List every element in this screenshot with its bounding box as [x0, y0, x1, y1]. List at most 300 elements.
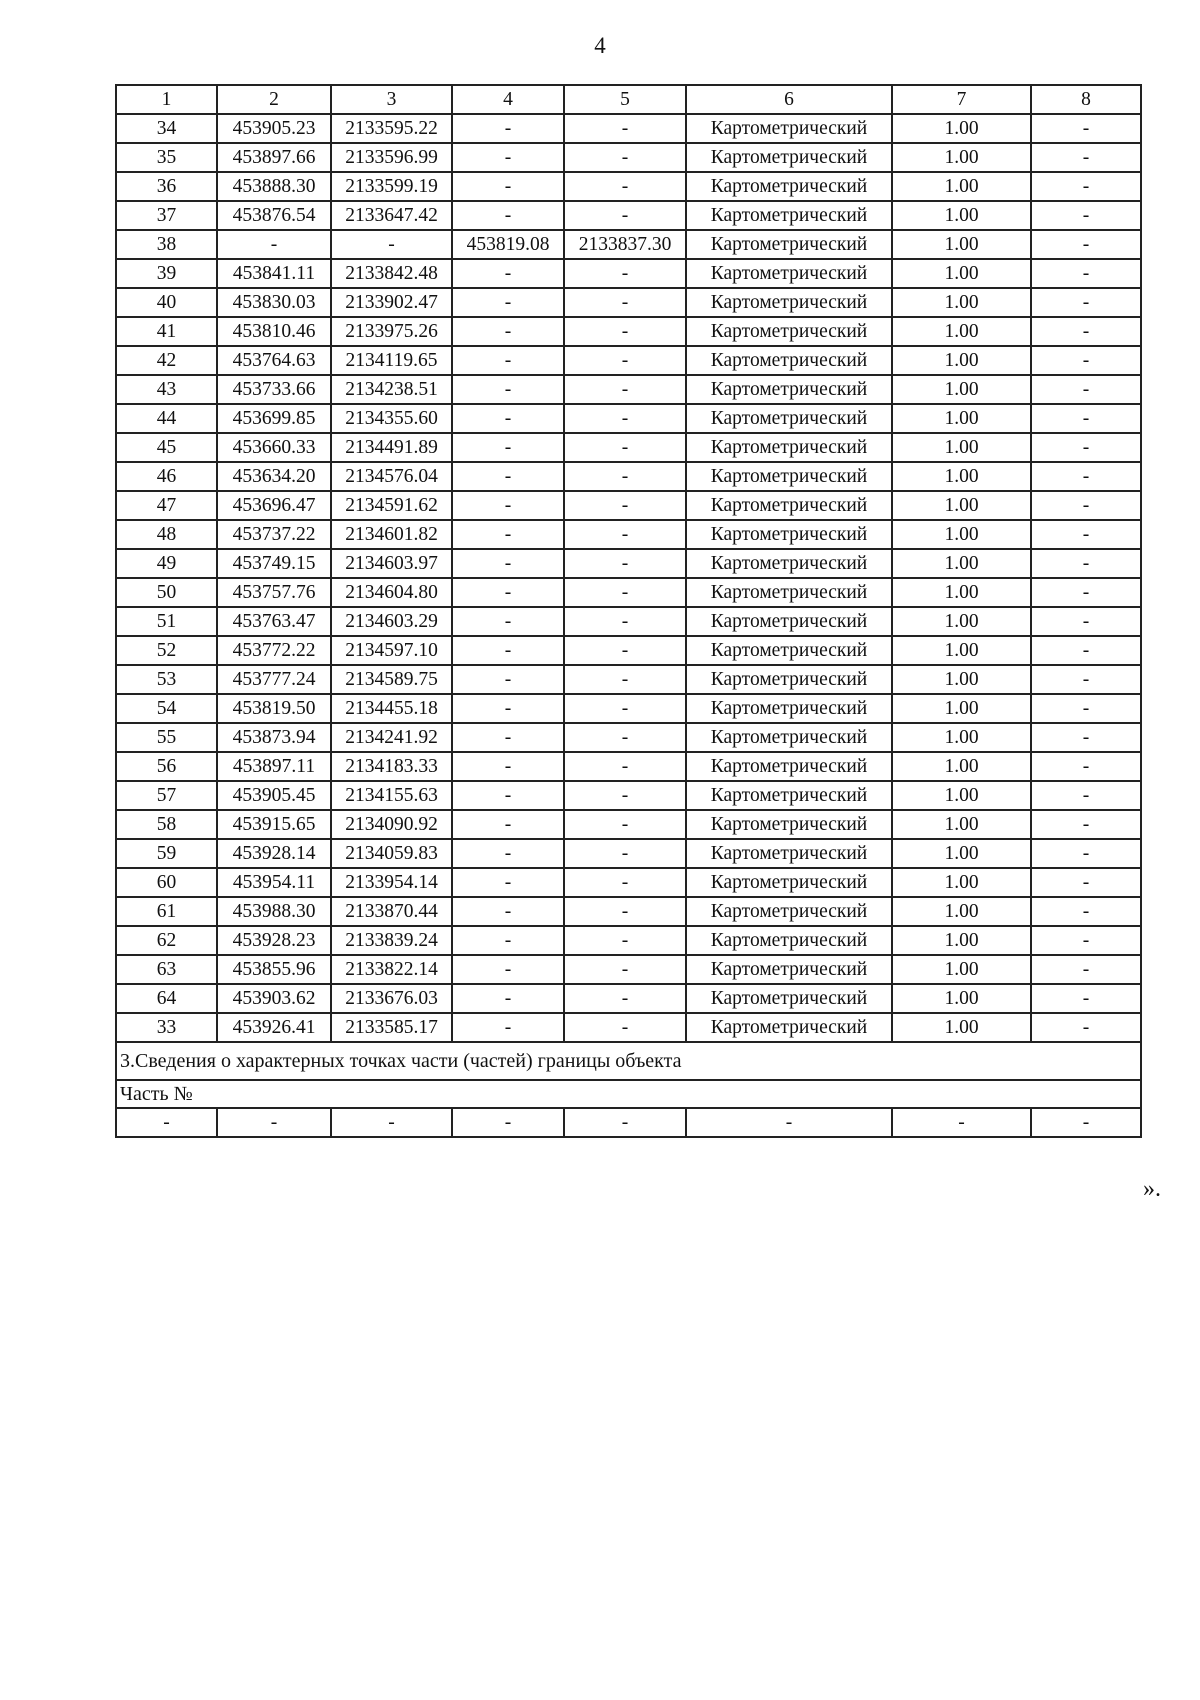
table-cell: 1.00: [892, 259, 1031, 288]
table-cell: 1.00: [892, 404, 1031, 433]
part-cell: -: [892, 1108, 1031, 1137]
table-cell: 1.00: [892, 549, 1031, 578]
table-cell: 41: [116, 317, 217, 346]
table-cell: 1.00: [892, 433, 1031, 462]
table-cell: Картометрический: [686, 317, 892, 346]
table-cell: 1.00: [892, 172, 1031, 201]
table-row: [116, 955, 1141, 984]
table-cell: 1.00: [892, 491, 1031, 520]
table-cell: -: [564, 984, 686, 1013]
table-cell: -: [564, 549, 686, 578]
part-label-row: [116, 1080, 1141, 1108]
table-cell: 2133954.14: [331, 868, 452, 897]
table-cell: -: [564, 723, 686, 752]
table-cell: -: [564, 143, 686, 172]
table-cell: -: [1031, 346, 1141, 375]
table-cell: Картометрический: [686, 955, 892, 984]
table-cell: 63: [116, 955, 217, 984]
table-cell: 453660.33: [217, 433, 331, 462]
table-cell: Картометрический: [686, 259, 892, 288]
table-cell: 1.00: [892, 897, 1031, 926]
table-cell: -: [452, 143, 564, 172]
table-cell: Картометрический: [686, 607, 892, 636]
table-cell: -: [564, 752, 686, 781]
table-cell: -: [1031, 404, 1141, 433]
table-cell: 453926.41: [217, 1013, 331, 1042]
table-cell: -: [564, 781, 686, 810]
table-row: [116, 404, 1141, 433]
table-cell: -: [452, 346, 564, 375]
table-cell: 453737.22: [217, 520, 331, 549]
table-cell: 57: [116, 781, 217, 810]
table-cell: 1.00: [892, 868, 1031, 897]
table-cell: Картометрический: [686, 346, 892, 375]
table-cell: 37: [116, 201, 217, 230]
table-cell: -: [452, 984, 564, 1013]
table-cell: 53: [116, 665, 217, 694]
table-cell: Картометрический: [686, 462, 892, 491]
table-cell: 1.00: [892, 839, 1031, 868]
table-row: [116, 868, 1141, 897]
table-cell: Картометрический: [686, 839, 892, 868]
table-cell: 58: [116, 810, 217, 839]
table-row: [116, 984, 1141, 1013]
table-row: [116, 375, 1141, 404]
table-cell: -: [1031, 752, 1141, 781]
table-row: [116, 491, 1141, 520]
table-cell: -: [1031, 114, 1141, 143]
part-cell: -: [217, 1108, 331, 1137]
table-cell: -: [452, 781, 564, 810]
table-cell: 38: [116, 230, 217, 259]
table-cell: 453810.46: [217, 317, 331, 346]
table-row: [116, 259, 1141, 288]
table-cell: -: [564, 259, 686, 288]
part-label: Часть №: [116, 1080, 1141, 1108]
table-cell: -: [564, 897, 686, 926]
table-cell: 2134183.33: [331, 752, 452, 781]
table-row: [116, 201, 1141, 230]
table-cell: Картометрический: [686, 375, 892, 404]
table-row: [116, 897, 1141, 926]
table-cell: 52: [116, 636, 217, 665]
table-cell: -: [452, 201, 564, 230]
table-cell: 1.00: [892, 955, 1031, 984]
table-cell: Картометрический: [686, 491, 892, 520]
table-cell: Картометрический: [686, 114, 892, 143]
table-cell: -: [452, 404, 564, 433]
table-cell: -: [452, 549, 564, 578]
table-cell: 2133595.22: [331, 114, 452, 143]
part-data-row: [116, 1108, 1141, 1137]
table-cell: -: [452, 375, 564, 404]
table-cell: 1.00: [892, 723, 1031, 752]
table-cell: 453772.22: [217, 636, 331, 665]
table-cell: 453888.30: [217, 172, 331, 201]
table-cell: 47: [116, 491, 217, 520]
table-cell: -: [452, 1013, 564, 1042]
table-cell: -: [452, 259, 564, 288]
table-cell: 2133676.03: [331, 984, 452, 1013]
table-cell: 453915.65: [217, 810, 331, 839]
table-cell: 453819.08: [452, 230, 564, 259]
header-row: [116, 85, 1141, 114]
table-cell: -: [564, 172, 686, 201]
table-cell: 1.00: [892, 520, 1031, 549]
table-cell: -: [217, 230, 331, 259]
table-cell: 33: [116, 1013, 217, 1042]
table-cell: 453928.23: [217, 926, 331, 955]
table-cell: 453897.66: [217, 143, 331, 172]
table-cell: Картометрический: [686, 230, 892, 259]
table-cell: 40: [116, 288, 217, 317]
table-cell: 453764.63: [217, 346, 331, 375]
table-cell: 1.00: [892, 288, 1031, 317]
table-cell: -: [1031, 1013, 1141, 1042]
part-cell: -: [564, 1108, 686, 1137]
table-cell: 1.00: [892, 984, 1031, 1013]
table-cell: 45: [116, 433, 217, 462]
header-cell: 2: [217, 85, 331, 114]
header-cell: 7: [892, 85, 1031, 114]
table-cell: Картометрический: [686, 1013, 892, 1042]
table-cell: 1.00: [892, 114, 1031, 143]
table-cell: 453855.96: [217, 955, 331, 984]
table-row: [116, 549, 1141, 578]
table-cell: -: [564, 578, 686, 607]
table-row: [116, 578, 1141, 607]
table-cell: 453903.62: [217, 984, 331, 1013]
table-cell: 1.00: [892, 665, 1031, 694]
table-cell: -: [564, 1013, 686, 1042]
table-cell: -: [564, 288, 686, 317]
table-cell: -: [1031, 317, 1141, 346]
table-cell: Картометрический: [686, 810, 892, 839]
table-row: [116, 607, 1141, 636]
table-cell: -: [452, 462, 564, 491]
table-cell: 2133647.42: [331, 201, 452, 230]
table-cell: -: [452, 288, 564, 317]
table-cell: 43: [116, 375, 217, 404]
table-cell: 44: [116, 404, 217, 433]
table-cell: -: [564, 346, 686, 375]
table-cell: 1.00: [892, 143, 1031, 172]
table-cell: -: [1031, 520, 1141, 549]
table-cell: -: [1031, 868, 1141, 897]
table-cell: 2133585.17: [331, 1013, 452, 1042]
table-cell: 1.00: [892, 926, 1031, 955]
table-cell: 1.00: [892, 752, 1031, 781]
table-cell: 453777.24: [217, 665, 331, 694]
table-row: [116, 665, 1141, 694]
table-cell: 453873.94: [217, 723, 331, 752]
table-cell: 59: [116, 839, 217, 868]
table-cell: -: [564, 868, 686, 897]
table-cell: Картометрический: [686, 143, 892, 172]
table-cell: 64: [116, 984, 217, 1013]
table-cell: -: [564, 375, 686, 404]
table-cell: 453749.15: [217, 549, 331, 578]
table-cell: -: [452, 752, 564, 781]
table-cell: 1.00: [892, 230, 1031, 259]
table-cell: Картометрический: [686, 404, 892, 433]
table-cell: 1.00: [892, 607, 1031, 636]
table-cell: 2134491.89: [331, 433, 452, 462]
table-row: [116, 462, 1141, 491]
table-cell: 2134455.18: [331, 694, 452, 723]
section-title-row: [116, 1042, 1141, 1080]
table-cell: 1.00: [892, 462, 1031, 491]
table-cell: 2134597.10: [331, 636, 452, 665]
table-cell: 61: [116, 897, 217, 926]
table-cell: 453757.76: [217, 578, 331, 607]
table-cell: 62: [116, 926, 217, 955]
table-cell: -: [1031, 694, 1141, 723]
table-cell: Картометрический: [686, 752, 892, 781]
part-cell: -: [1031, 1108, 1141, 1137]
table-cell: -: [452, 810, 564, 839]
table-row: [116, 520, 1141, 549]
table-cell: -: [452, 839, 564, 868]
table-cell: 2134601.82: [331, 520, 452, 549]
table-cell: -: [564, 665, 686, 694]
part-cell: -: [686, 1108, 892, 1137]
table-cell: -: [1031, 143, 1141, 172]
table-cell: -: [564, 404, 686, 433]
table-cell: -: [452, 694, 564, 723]
table-cell: -: [564, 491, 686, 520]
table-cell: 48: [116, 520, 217, 549]
table-cell: Картометрический: [686, 665, 892, 694]
table-cell: -: [564, 520, 686, 549]
table-row: [116, 230, 1141, 259]
table-cell: Картометрический: [686, 578, 892, 607]
table-cell: 2134604.80: [331, 578, 452, 607]
table-cell: -: [1031, 549, 1141, 578]
page-number: 4: [594, 33, 606, 58]
table-cell: 2133596.99: [331, 143, 452, 172]
header-cell: 8: [1031, 85, 1141, 114]
table-cell: -: [564, 636, 686, 665]
table-cell: 1.00: [892, 810, 1031, 839]
table-cell: Картометрический: [686, 636, 892, 665]
table-cell: Картометрический: [686, 926, 892, 955]
table-row: [116, 433, 1141, 462]
table-cell: 2134090.92: [331, 810, 452, 839]
table-cell: -: [1031, 201, 1141, 230]
table-cell: -: [564, 607, 686, 636]
table-cell: 2134591.62: [331, 491, 452, 520]
table-cell: 55: [116, 723, 217, 752]
table-cell: -: [564, 955, 686, 984]
table-cell: -: [452, 172, 564, 201]
table-row: [116, 723, 1141, 752]
table-cell: -: [1031, 926, 1141, 955]
table-cell: -: [1031, 984, 1141, 1013]
table-cell: Картометрический: [686, 520, 892, 549]
table-cell: -: [1031, 636, 1141, 665]
header-cell: 3: [331, 85, 452, 114]
table-cell: -: [452, 636, 564, 665]
table-cell: 42: [116, 346, 217, 375]
table-cell: 453763.47: [217, 607, 331, 636]
table-cell: -: [564, 201, 686, 230]
table-cell: 2133975.26: [331, 317, 452, 346]
table-cell: -: [452, 520, 564, 549]
table-cell: 453699.85: [217, 404, 331, 433]
table-cell: 2134059.83: [331, 839, 452, 868]
table-cell: 1.00: [892, 1013, 1031, 1042]
table-cell: Картометрический: [686, 781, 892, 810]
table-row: [116, 172, 1141, 201]
table-cell: 1.00: [892, 317, 1031, 346]
table-cell: 2134603.29: [331, 607, 452, 636]
table-cell: -: [452, 665, 564, 694]
table-cell: 2134241.92: [331, 723, 452, 752]
table-cell: -: [452, 607, 564, 636]
table-cell: 2134355.60: [331, 404, 452, 433]
table-cell: 2134238.51: [331, 375, 452, 404]
table-cell: -: [1031, 723, 1141, 752]
table-cell: Картометрический: [686, 433, 892, 462]
table-cell: -: [564, 839, 686, 868]
table-cell: 2134603.97: [331, 549, 452, 578]
table-cell: Картометрический: [686, 984, 892, 1013]
table-row: [116, 752, 1141, 781]
table-cell: 453988.30: [217, 897, 331, 926]
table-cell: 51: [116, 607, 217, 636]
table-cell: -: [1031, 462, 1141, 491]
table-cell: 2133599.19: [331, 172, 452, 201]
table-cell: 2134589.75: [331, 665, 452, 694]
table-cell: 2134119.65: [331, 346, 452, 375]
table-cell: 1.00: [892, 781, 1031, 810]
table-cell: -: [1031, 839, 1141, 868]
table-cell: -: [1031, 375, 1141, 404]
table-cell: -: [452, 114, 564, 143]
table-cell: Картометрический: [686, 201, 892, 230]
table-cell: 1.00: [892, 201, 1031, 230]
table-cell: 453696.47: [217, 491, 331, 520]
table-cell: 2133839.24: [331, 926, 452, 955]
boundary-points-table: [115, 84, 1142, 1138]
table-cell: -: [1031, 810, 1141, 839]
table-cell: -: [564, 694, 686, 723]
table-cell: -: [452, 578, 564, 607]
table-cell: -: [1031, 230, 1141, 259]
table-cell: -: [452, 491, 564, 520]
table-cell: -: [1031, 288, 1141, 317]
header-cell: 6: [686, 85, 892, 114]
header-cell: 1: [116, 85, 217, 114]
table-cell: 2133870.44: [331, 897, 452, 926]
table-cell: 453830.03: [217, 288, 331, 317]
table-cell: 1.00: [892, 346, 1031, 375]
table-cell: 453733.66: [217, 375, 331, 404]
part-cell: -: [452, 1108, 564, 1137]
table-cell: 1.00: [892, 375, 1031, 404]
table-cell: Картометрический: [686, 897, 892, 926]
header-cell: 5: [564, 85, 686, 114]
table-cell: 34: [116, 114, 217, 143]
table-cell: 453819.50: [217, 694, 331, 723]
table-row: [116, 694, 1141, 723]
table-row: [116, 114, 1141, 143]
table-cell: 1.00: [892, 578, 1031, 607]
table-cell: -: [1031, 897, 1141, 926]
table-cell: -: [452, 955, 564, 984]
table-cell: Картометрический: [686, 723, 892, 752]
table-cell: -: [452, 897, 564, 926]
table-cell: 1.00: [892, 694, 1031, 723]
table-cell: -: [564, 926, 686, 955]
table-cell: 2133902.47: [331, 288, 452, 317]
table-cell: 453876.54: [217, 201, 331, 230]
table-cell: -: [1031, 172, 1141, 201]
table-cell: 2134155.63: [331, 781, 452, 810]
table-cell: -: [564, 317, 686, 346]
table-cell: -: [1031, 955, 1141, 984]
section-title: 3.Сведения о характерных точках части (частей) границы объекта: [116, 1042, 1141, 1080]
table-cell: 453634.20: [217, 462, 331, 491]
table-cell: -: [452, 723, 564, 752]
table-row: [116, 636, 1141, 665]
table-cell: 36: [116, 172, 217, 201]
table-cell: -: [331, 230, 452, 259]
table-cell: 453841.11: [217, 259, 331, 288]
table-row: [116, 346, 1141, 375]
table-cell: 56: [116, 752, 217, 781]
table-cell: -: [1031, 491, 1141, 520]
table-cell: 54: [116, 694, 217, 723]
table-header: [116, 85, 1141, 114]
header-cell: 4: [452, 85, 564, 114]
table-section-footer: [116, 1042, 1141, 1137]
table-cell: -: [564, 433, 686, 462]
table-cell: -: [1031, 781, 1141, 810]
table-cell: -: [564, 114, 686, 143]
table-cell: -: [452, 317, 564, 346]
table-cell: -: [1031, 433, 1141, 462]
table-cell: Картометрический: [686, 288, 892, 317]
table-cell: -: [1031, 607, 1141, 636]
table-row: [116, 1013, 1141, 1042]
table-cell: Картометрический: [686, 694, 892, 723]
table-cell: -: [564, 810, 686, 839]
part-cell: -: [331, 1108, 452, 1137]
table-cell: 1.00: [892, 636, 1031, 665]
table-row: [116, 781, 1141, 810]
table-cell: -: [1031, 578, 1141, 607]
table-row: [116, 810, 1141, 839]
table-cell: 60: [116, 868, 217, 897]
closing-quote: ».: [1143, 1176, 1161, 1202]
table-cell: -: [564, 462, 686, 491]
part-cell: -: [116, 1108, 217, 1137]
table-row: [116, 288, 1141, 317]
table-cell: 453905.23: [217, 114, 331, 143]
table-cell: 49: [116, 549, 217, 578]
table-cell: Картометрический: [686, 549, 892, 578]
table-cell: 2133842.48: [331, 259, 452, 288]
table-cell: -: [452, 868, 564, 897]
table-cell: Картометрический: [686, 172, 892, 201]
table-cell: 453928.14: [217, 839, 331, 868]
table-cell: -: [1031, 665, 1141, 694]
table-cell: 39: [116, 259, 217, 288]
table-cell: Картометрический: [686, 868, 892, 897]
table-cell: 46: [116, 462, 217, 491]
